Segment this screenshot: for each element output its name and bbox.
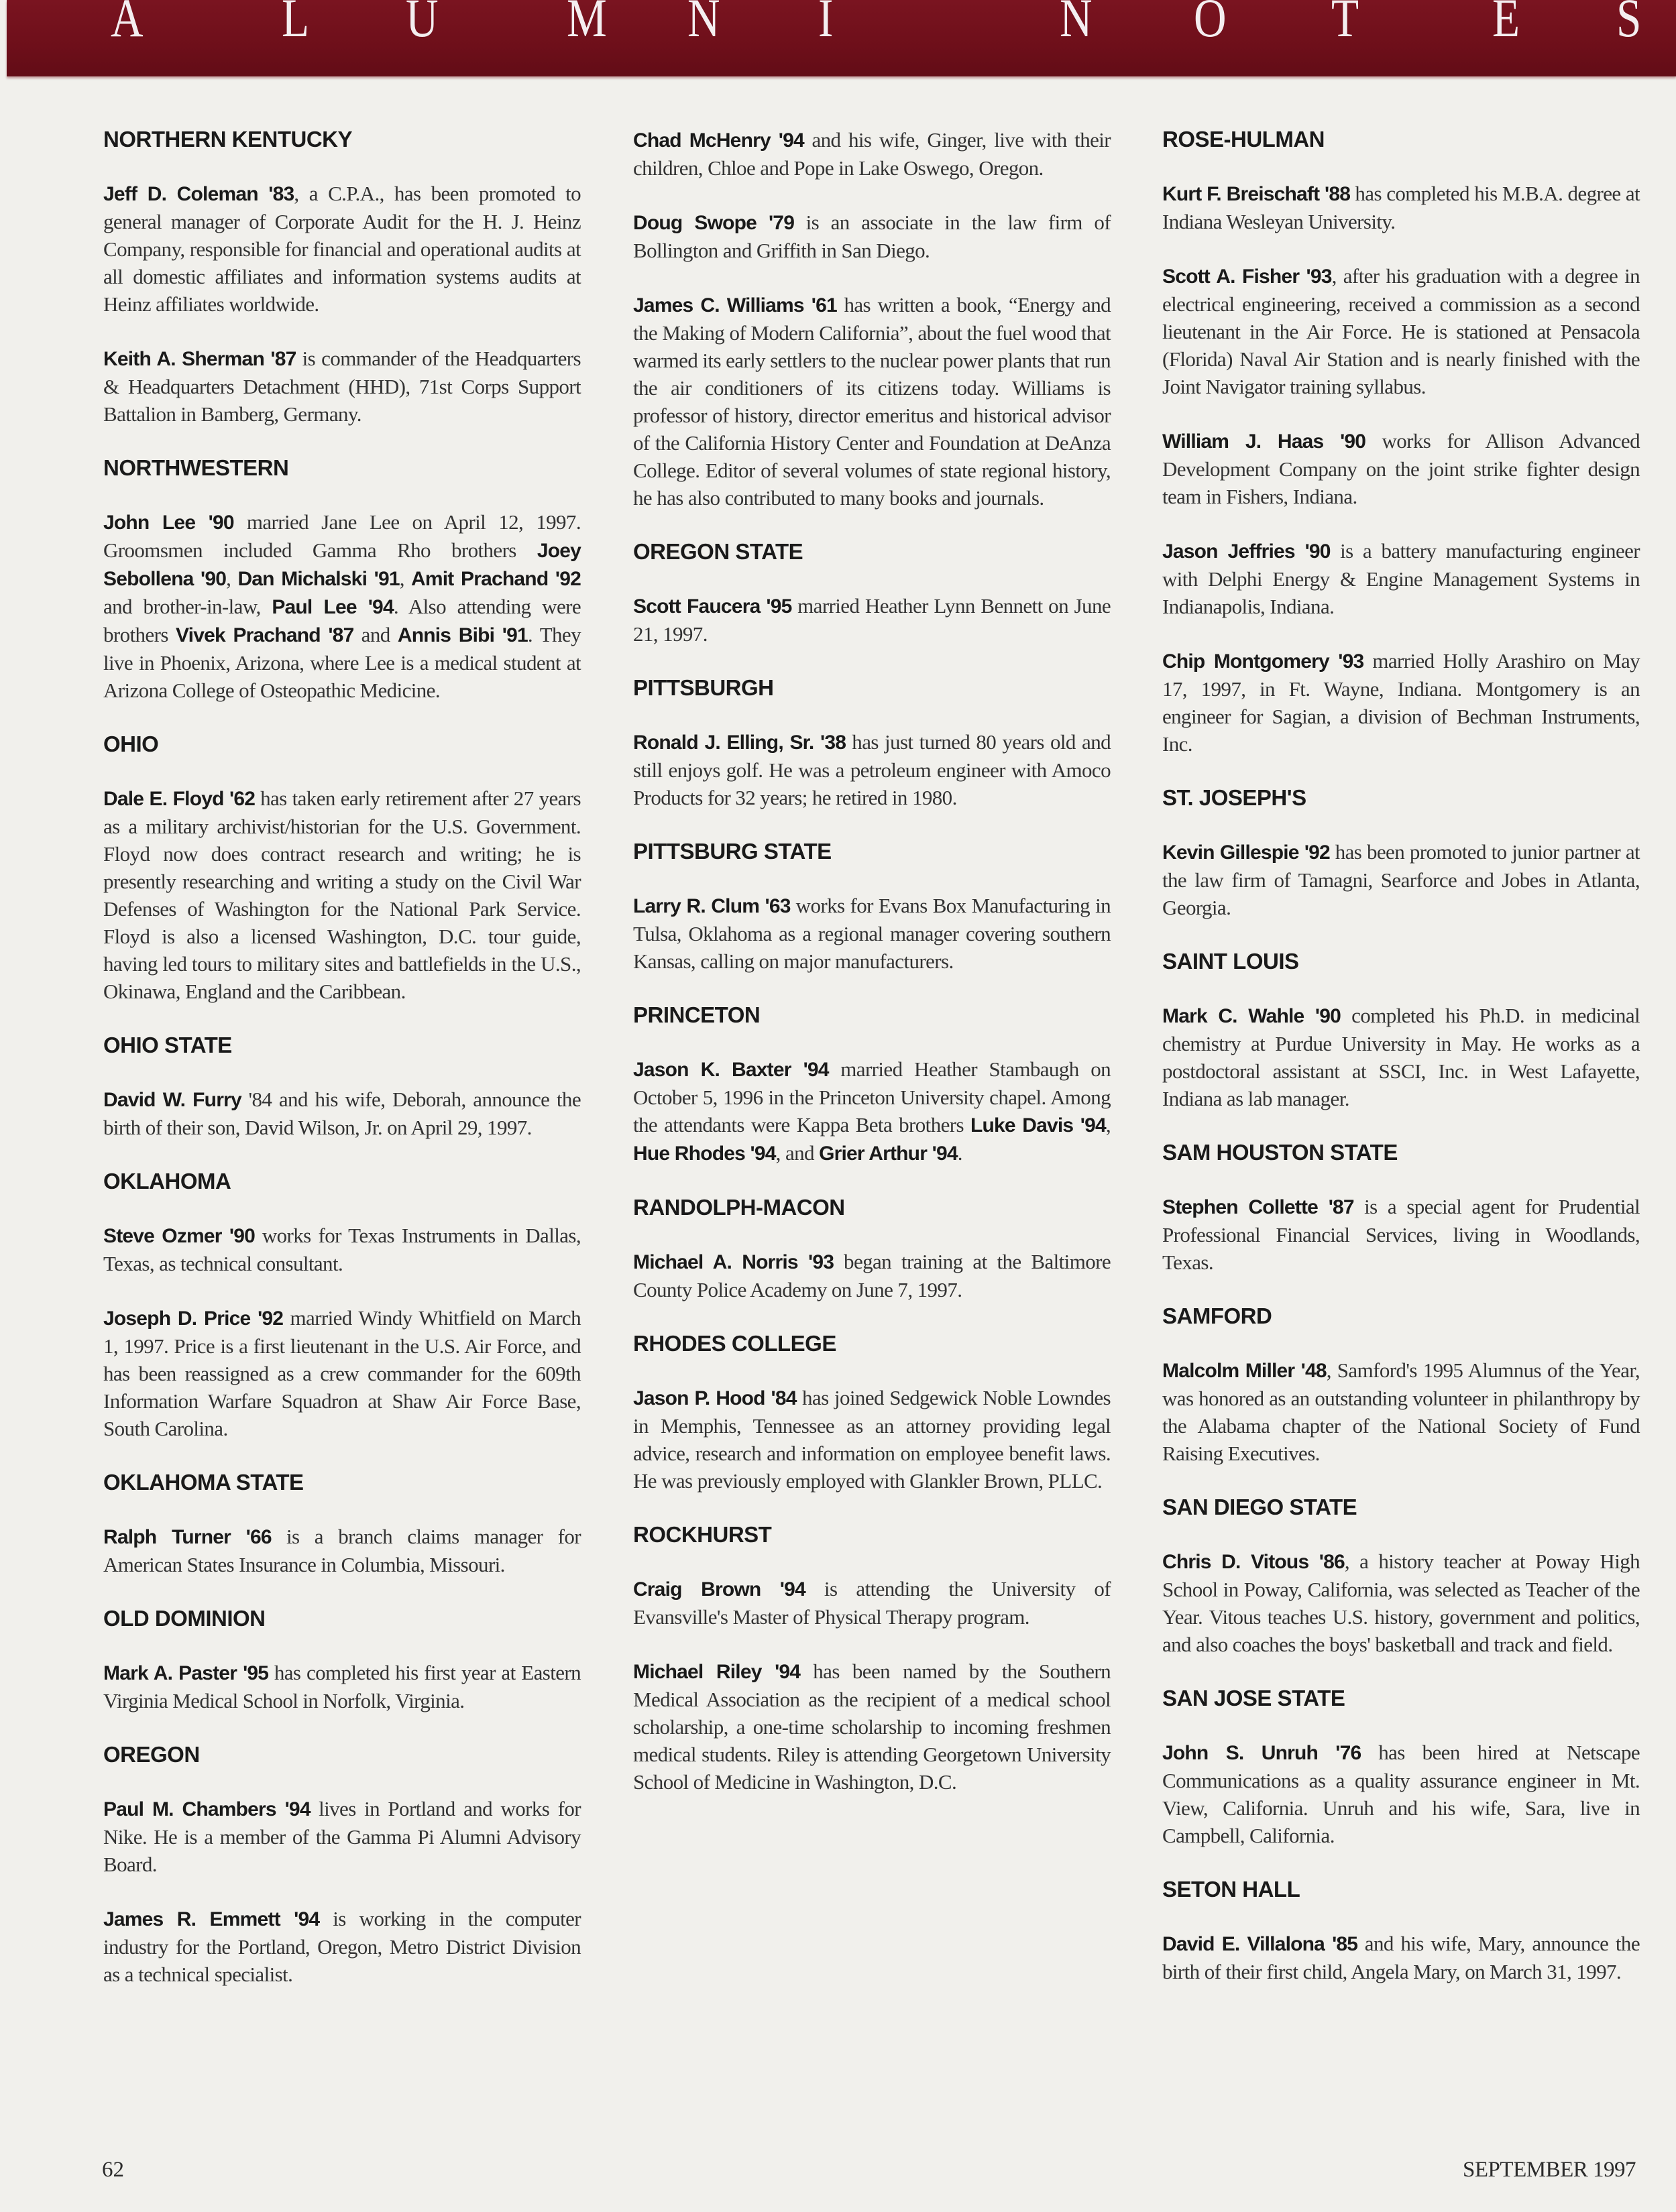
alumni-note bbox=[1162, 1739, 1640, 1849]
alumnus-name: Doug Swope '79 bbox=[633, 212, 795, 234]
alumni-note bbox=[633, 1384, 1111, 1495]
school-heading: OHIO STATE bbox=[103, 1033, 232, 1057]
column-2 bbox=[633, 126, 1111, 1822]
alumni-note bbox=[633, 126, 1111, 182]
note-text: , bbox=[226, 567, 238, 590]
note-text: lives in Portland and works for Nike. He is a member of the Gamma Pi Alumni Advisory Board. bbox=[103, 1797, 581, 1876]
note-text: is working in the computer industry for the Portland, Oregon, Metro District Division as a technical specialist. bbox=[103, 1907, 581, 1986]
alumnus-name: Chip Montgomery '93 bbox=[1162, 650, 1364, 673]
alumnus-name: Joseph D. Price '92 bbox=[103, 1307, 284, 1330]
banner-letter: U bbox=[406, 0, 439, 48]
school-heading: OREGON bbox=[103, 1742, 200, 1767]
alumni-note bbox=[1162, 427, 1640, 510]
note-text: works for Allison Advanced Development Company on the joint strike fighter design team in Fishers, Indiana. bbox=[1162, 429, 1640, 508]
school-heading: SAINT LOUIS bbox=[1162, 949, 1299, 974]
school-heading: ROCKHURST bbox=[633, 1522, 772, 1547]
school-heading: PITTSBURG STATE bbox=[633, 839, 832, 864]
alumni-note bbox=[1162, 262, 1640, 400]
note-text: and bbox=[353, 623, 398, 646]
note-text: is a branch claims manager for American States Insurance in Columbia, Missouri. bbox=[103, 1525, 581, 1576]
note-text: works for Evans Box Manufacturing in Tulsa, Oklahoma as a regional manager covering southern Kansas, calling on major manufacturers. bbox=[633, 894, 1111, 973]
alumni-note bbox=[1162, 1930, 1640, 1985]
alumnus-name: Malcolm Miller '48 bbox=[1162, 1360, 1327, 1382]
note-text: . bbox=[957, 1141, 962, 1165]
school-heading: OLD DOMINION bbox=[103, 1606, 266, 1631]
alumni-note bbox=[633, 1575, 1111, 1631]
banner-title bbox=[7, 0, 1676, 48]
banner-letter: A bbox=[111, 0, 144, 48]
alumnus-name: Kurt F. Breischaft '88 bbox=[1162, 183, 1351, 205]
alumnus-name: Paul M. Chambers '94 bbox=[103, 1798, 311, 1820]
alumni-note bbox=[633, 209, 1111, 264]
banner-letter: N bbox=[687, 0, 720, 48]
alumnus-name: Paul Lee '94 bbox=[272, 596, 394, 618]
alumnus-name: Chad McHenry '94 bbox=[633, 129, 804, 152]
alumnus-name: David W. Furry bbox=[103, 1089, 241, 1111]
alumni-note bbox=[633, 1055, 1111, 1167]
school-heading: NORTHWESTERN bbox=[103, 455, 289, 480]
note-text: completed his Ph.D. in medicinal chemistry at Purdue University in May. He works as a postdoctoral assistant at SSCI, Inc. in West Lafayette, Indiana as lab manager. bbox=[1162, 1004, 1640, 1110]
school-heading: SETON HALL bbox=[1162, 1877, 1300, 1902]
alumnus-name: Amit Prachand '92 bbox=[411, 568, 581, 590]
school-heading: RHODES COLLEGE bbox=[633, 1331, 836, 1356]
school-heading: NORTHERN KENTUCKY bbox=[103, 127, 352, 152]
note-text: is a special agent for Prudential Professional Financial Services, living in Woodlands, Texas. bbox=[1162, 1195, 1640, 1274]
note-text: , a history teacher at Poway High School in Poway, California, was selected as Teacher of the Year. Vitous teaches U.S. history, government and politics, and also coaches the boys' basketball and track and field. bbox=[1162, 1550, 1640, 1656]
note-text: , Samford's 1995 Alumnus of the Year, was honored as an outstanding volunteer in philanthropy by the Alabama chapter of the National Society of Fund Raising Executives. bbox=[1162, 1358, 1640, 1465]
note-text: has been hired at Netscape Communications as a quality assurance engineer in Mt. View, California. Unruh and his wife, Sara, live in Campbell, California. bbox=[1162, 1741, 1640, 1847]
alumnus-name: Chris D. Vitous '86 bbox=[1162, 1551, 1345, 1573]
alumnus-name: Dan Michalski '91 bbox=[237, 568, 400, 590]
note-text: has completed his M.B.A. degree at Indiana Wesleyan University. bbox=[1162, 182, 1640, 233]
banner-letter: N bbox=[1060, 0, 1093, 48]
alumnus-name: Hue Rhodes '94 bbox=[633, 1143, 776, 1165]
note-text: is a battery manufacturing engineer with Delphi Energy & Engine Management Systems in Indianapolis, Indiana. bbox=[1162, 539, 1640, 618]
alumni-note bbox=[103, 180, 581, 318]
issue-date: SEPTEMBER 1997 bbox=[1463, 2158, 1636, 2182]
alumnus-name: David E. Villalona '85 bbox=[1162, 1933, 1358, 1955]
note-text: '84 and his wife, Deborah, announce the birth of their son, David Wilson, Jr. on April 29, 1997. bbox=[103, 1088, 581, 1139]
alumni-note bbox=[633, 728, 1111, 811]
alumni-note bbox=[103, 1905, 581, 1988]
alumnus-name: Ralph Turner '66 bbox=[103, 1526, 272, 1548]
school-heading: SAN DIEGO STATE bbox=[1162, 1495, 1357, 1519]
school-heading: PRINCETON bbox=[633, 1002, 761, 1027]
note-text: married Windy Whitfield on March 1, 1997. Price is a first lieutenant in the U.S. Air Force, and has been reassigned as a crew commander for the 609th Information Warfare Squadron at Shaw Air Force Base, South Carolina. bbox=[103, 1306, 581, 1440]
note-text: and brother-in-law, bbox=[103, 595, 272, 618]
note-text: has joined Sedgewick Noble Lowndes in Memphis, Tennessee as an attorney providing legal advice, research and information on employee benefit laws. He was previously employed with Glankler Brown, PLLC. bbox=[633, 1386, 1111, 1493]
banner-letter: M bbox=[567, 0, 607, 48]
alumnus-name: Scott Faucera '95 bbox=[633, 595, 792, 618]
alumnus-name: Stephen Collette '87 bbox=[1162, 1196, 1354, 1218]
school-heading: OKLAHOMA STATE bbox=[103, 1470, 304, 1495]
alumnus-name: Michael A. Norris '93 bbox=[633, 1251, 834, 1273]
alumnus-name: Mark A. Paster '95 bbox=[103, 1662, 269, 1684]
note-text: married Heather Lynn Bennett on June 21, 1997. bbox=[633, 594, 1111, 646]
alumni-note bbox=[103, 508, 581, 704]
note-text: , a C.P.A., has been promoted to general manager of Corporate Audit for the H. J. Heinz Company, responsible for financial and operational audits at all domestic affiliates and information systems audits at Heinz affiliates worldwide. bbox=[103, 182, 581, 316]
alumni-note bbox=[633, 1248, 1111, 1303]
alumni-note bbox=[633, 592, 1111, 648]
note-text: is attending the University of Evansville's Master of Physical Therapy program. bbox=[633, 1577, 1111, 1629]
alumnus-name: Vivek Prachand '87 bbox=[176, 624, 354, 646]
note-text: is an associate in the law firm of Bollington and Griffith in San Diego. bbox=[633, 211, 1111, 262]
banner-letter: E bbox=[1492, 0, 1520, 48]
page-number: 62 bbox=[102, 2158, 124, 2182]
school-heading: PITTSBURGH bbox=[633, 675, 774, 700]
alumnus-name: Jeff D. Coleman '83 bbox=[103, 183, 294, 205]
alumni-note bbox=[633, 892, 1111, 975]
alumni-note bbox=[1162, 1193, 1640, 1276]
school-heading: OKLAHOMA bbox=[103, 1169, 231, 1194]
note-text: , after his graduation with a degree in electrical engineering, received a commission as a second lieutenant in the Air Force. He is stationed at Pensacola (Florida) Naval Air Station and is nearly finished with the Joint Navigator training syllabus. bbox=[1162, 264, 1640, 398]
alumni-note bbox=[103, 1523, 581, 1578]
alumnus-name: Jason P. Hood '84 bbox=[633, 1387, 797, 1409]
alumni-note bbox=[103, 345, 581, 428]
school-heading: ST. JOSEPH'S bbox=[1162, 785, 1306, 810]
note-text: is commander of the Headquarters & Headquarters Detachment (HHD), 71st Corps Support Battalion in Bamberg, Germany. bbox=[103, 347, 581, 426]
alumnus-name: James R. Emmett '94 bbox=[103, 1908, 320, 1930]
school-heading: SAMFORD bbox=[1162, 1303, 1272, 1328]
alumni-note bbox=[103, 1795, 581, 1878]
alumnus-name: Grier Arthur '94 bbox=[819, 1143, 958, 1165]
note-text: . They live in Phoenix, Arizona, where Lee is a medical student at Arizona College of Osteopathic Medicine. bbox=[103, 623, 581, 702]
note-text: , and bbox=[775, 1141, 820, 1165]
note-text: has been promoted to junior partner at the law firm of Tamagni, Searforce and Jobes in Atlanta, Georgia. bbox=[1162, 840, 1640, 919]
note-text: has just turned 80 years old and still enjoys golf. He was a petroleum engineer with Amoco Products for 32 years; he retired in 1980. bbox=[633, 730, 1111, 809]
alumni-note bbox=[1162, 647, 1640, 758]
note-text: has completed his first year at Eastern Virginia Medical School in Norfolk, Virginia. bbox=[103, 1661, 581, 1712]
alumni-note bbox=[1162, 1548, 1640, 1658]
school-heading: RANDOLPH-MACON bbox=[633, 1195, 845, 1220]
alumnus-name: Ronald J. Elling, Sr. '38 bbox=[633, 732, 846, 754]
alumni-notes-banner bbox=[7, 0, 1676, 76]
school-heading: OREGON STATE bbox=[633, 539, 803, 564]
alumnus-name: Kevin Gillespie '92 bbox=[1162, 841, 1330, 864]
alumnus-name: James C. Williams '61 bbox=[633, 294, 837, 316]
alumni-note bbox=[103, 784, 581, 1005]
school-heading: ROSE-HULMAN bbox=[1162, 127, 1325, 152]
alumni-note bbox=[103, 1304, 581, 1442]
school-heading: SAM HOUSTON STATE bbox=[1162, 1140, 1398, 1165]
banner-letter: I bbox=[818, 0, 834, 48]
alumnus-name: Jason Jeffries '90 bbox=[1162, 540, 1331, 563]
alumnus-name: William J. Haas '90 bbox=[1162, 430, 1366, 453]
note-text: has taken early retirement after 27 years as a military archivist/historian for the U.S. Government. Floyd now does contract research and writing; he is presently researching and writing a study on the Civil War Defenses of Washington for the National Park Service. Floyd is also a licensed Washington, D.C. tour guide, having led tours to military sites and battlefields in the U.S., Okinawa, England and the Caribbean. bbox=[103, 787, 581, 1003]
alumni-note bbox=[1162, 1356, 1640, 1467]
alumnus-name: Mark C. Wahle '90 bbox=[1162, 1005, 1341, 1027]
alumni-note bbox=[1162, 537, 1640, 620]
alumnus-name: Steve Ozmer '90 bbox=[103, 1225, 256, 1247]
alumni-note bbox=[1162, 1002, 1640, 1112]
alumni-note bbox=[1162, 180, 1640, 235]
alumnus-name: Luke Davis '94 bbox=[970, 1114, 1106, 1137]
note-text: works for Texas Instruments in Dallas, Texas, as technical consultant. bbox=[103, 1224, 581, 1275]
alumni-note bbox=[633, 1657, 1111, 1796]
alumni-note bbox=[633, 291, 1111, 512]
alumni-note bbox=[103, 1222, 581, 1277]
school-heading: SAN JOSE STATE bbox=[1162, 1686, 1345, 1710]
column-1 bbox=[103, 126, 581, 2015]
note-text: , bbox=[399, 567, 412, 590]
alumnus-name: Michael Riley '94 bbox=[633, 1661, 801, 1683]
alumnus-name: Larry R. Clum '63 bbox=[633, 895, 791, 917]
note-text: , bbox=[1105, 1113, 1111, 1137]
alumnus-name: Craig Brown '94 bbox=[633, 1578, 805, 1600]
banner-letter: O bbox=[1194, 0, 1227, 48]
banner-letter: L bbox=[282, 0, 310, 48]
note-text: . Also attending were brothers bbox=[103, 595, 581, 646]
alumnus-name: Keith A. Sherman '87 bbox=[103, 348, 296, 370]
note-text: began training at the Baltimore County Police Academy on June 7, 1997. bbox=[633, 1250, 1111, 1301]
alumni-note bbox=[1162, 838, 1640, 921]
alumnus-name: Jason K. Baxter '94 bbox=[633, 1059, 829, 1081]
school-heading: OHIO bbox=[103, 732, 159, 756]
note-text: has written a book, “Energy and the Making of Modern California”, about the fuel wood that warmed its early settlers to the nuclear power plants that run the air conditioners of its citizens today. Williams is professor of history, director emeritus and historical advisor of the California History Center and Foundation at DeAnza College. Editor of several volumes of state regional history, he has also contributed to many books and journals. bbox=[633, 293, 1111, 510]
alumnus-name: Scott A. Fisher '93 bbox=[1162, 266, 1332, 288]
column-3 bbox=[1162, 126, 1640, 2012]
alumni-note bbox=[103, 1086, 581, 1141]
alumnus-name: Dale E. Floyd '62 bbox=[103, 788, 256, 810]
note-text: married Jane Lee on April 12, 1997. Groomsmen included Gamma Rho brothers bbox=[103, 510, 581, 562]
banner-letter: S bbox=[1616, 0, 1642, 48]
alumnus-name: Annis Bibi '91 bbox=[397, 624, 528, 646]
alumnus-name: Joey Sebollena '90 bbox=[103, 540, 581, 590]
alumni-note bbox=[103, 1659, 581, 1714]
note-text: has been named by the Southern Medical Association as the recipient of a medical school scholarship, a one-time scholarship to incoming freshmen medical students. Riley is attending Georgetown University School of Medicine in Washington, D.C. bbox=[633, 1660, 1111, 1794]
banner-letter: T bbox=[1331, 0, 1359, 48]
alumnus-name: John S. Unruh '76 bbox=[1162, 1742, 1361, 1764]
note-text: and his wife, Mary, announce the birth of their first child, Angela Mary, on March 31, 1997. bbox=[1162, 1932, 1640, 1983]
note-text: and his wife, Ginger, live with their children, Chloe and Pope in Lake Oswego, Oregon. bbox=[633, 128, 1111, 180]
note-text: married Heather Stambaugh on October 5, 1996 in the Princeton University chapel. Among the attendants were Kappa Beta brothers bbox=[633, 1057, 1111, 1137]
alumnus-name: John Lee '90 bbox=[103, 512, 234, 534]
note-text: married Holly Arashiro on May 17, 1997, in Ft. Wayne, Indiana. Montgomery is an engineer for Sagian, a division of Bechman Instruments, Inc. bbox=[1162, 649, 1640, 756]
